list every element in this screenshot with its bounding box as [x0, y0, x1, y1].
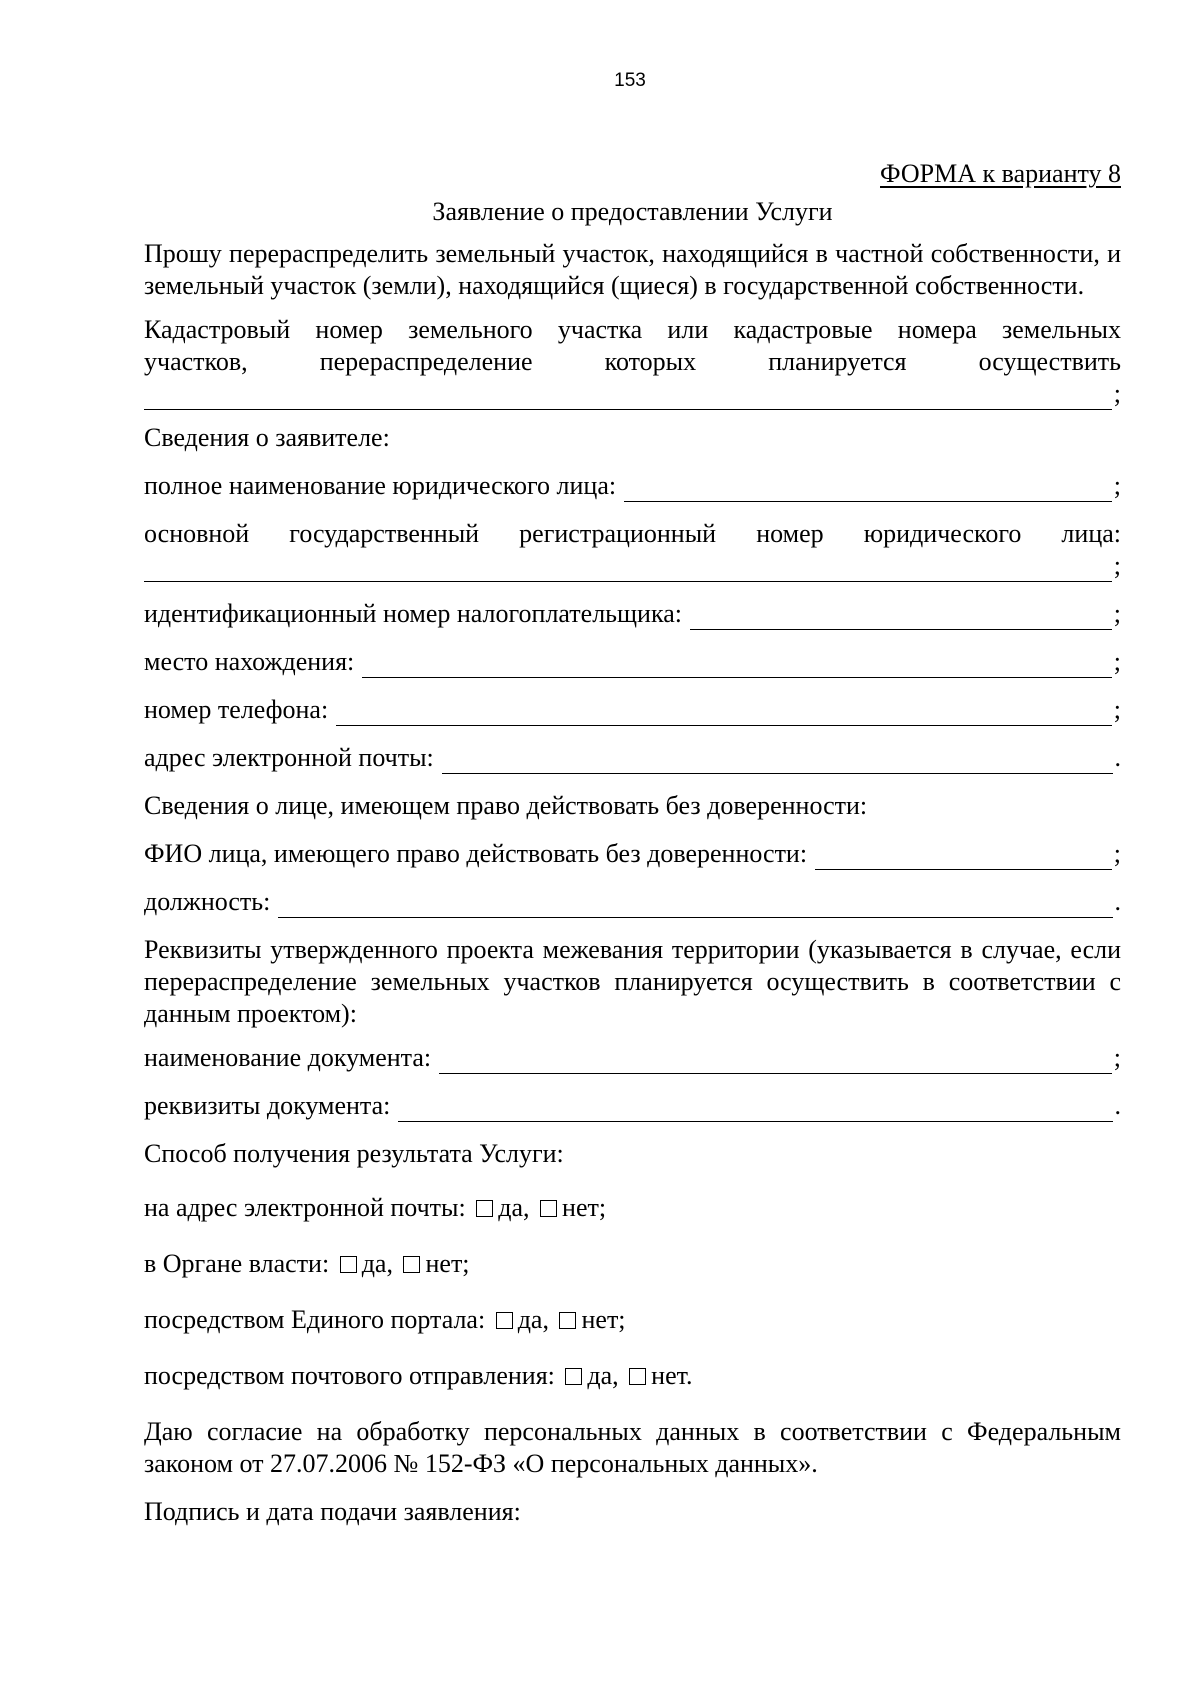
location-field[interactable] — [362, 653, 1112, 678]
legal-name-row — [144, 470, 1121, 502]
application-form — [144, 158, 1121, 1528]
cadastral-text-line-1: Кадастровый номер земельного участка или кадастровые номера земельных — [144, 315, 1121, 344]
fio-row — [144, 838, 1121, 870]
inn-row — [144, 598, 1121, 630]
applicant-heading: Сведения о заявителе: — [144, 423, 390, 452]
result-heading: Способ получения результата Услуги: — [144, 1139, 564, 1168]
field-terminator: ; — [1113, 695, 1121, 724]
no-checkbox[interactable] — [403, 1256, 420, 1273]
field-terminator: ; — [1113, 599, 1121, 628]
doc-name-label: наименование документа: — [144, 1043, 432, 1072]
form-variant-tag: ФОРМА к варианту 8 — [880, 159, 1121, 188]
phone-row — [144, 694, 1121, 726]
location-row — [144, 646, 1121, 678]
doc-details-field[interactable] — [398, 1097, 1112, 1122]
project-paragraph: Реквизиты утвержденного проекта межевания территории (указывается в случае, если перераспределение земельных участков планируется осуществить в соответствии с данным проектом): — [144, 935, 1121, 1028]
option-label: посредством Единого портала: — [144, 1305, 486, 1334]
field-terminator: . — [1114, 1091, 1121, 1120]
yes-label: да, — [498, 1193, 530, 1222]
ogrn-field[interactable] — [144, 557, 1112, 582]
yes-checkbox[interactable] — [496, 1312, 513, 1329]
cadastral-number-field[interactable] — [144, 385, 1112, 410]
doc-name-row — [144, 1042, 1121, 1074]
yes-label: да, — [361, 1249, 393, 1278]
ogrn-block — [144, 518, 1121, 582]
result-option-email — [144, 1192, 1121, 1224]
signature-label: Подпись и дата подачи заявления: — [144, 1497, 521, 1526]
fio-field[interactable] — [815, 845, 1112, 870]
no-checkbox[interactable] — [540, 1200, 557, 1217]
field-terminator: ; — [1113, 471, 1121, 500]
field-terminator: ; — [1113, 839, 1121, 868]
field-terminator: . — [1114, 743, 1121, 772]
phone-label: номер телефона: — [144, 695, 329, 724]
yes-label: да, — [517, 1305, 549, 1334]
yes-checkbox[interactable] — [340, 1256, 357, 1273]
no-checkbox[interactable] — [629, 1368, 646, 1385]
cadastral-text-line-2: участков, перераспределение которых планируется осуществить — [144, 347, 1121, 376]
no-label: нет; — [562, 1193, 607, 1222]
yes-label: да, — [587, 1361, 619, 1390]
yes-checkbox[interactable] — [565, 1368, 582, 1385]
document-title: Заявление о предоставлении Услуги — [432, 197, 833, 226]
fio-label: ФИО лица, имеющего право действовать без доверенности: — [144, 839, 808, 868]
field-terminator: ; — [1113, 1043, 1121, 1072]
field-terminator: ; — [1113, 551, 1121, 580]
doc-name-field[interactable] — [439, 1049, 1112, 1074]
result-option-authority — [144, 1248, 1121, 1280]
doc-details-row — [144, 1090, 1121, 1122]
position-label: должность: — [144, 887, 271, 916]
doc-details-label: реквизиты документа: — [144, 1091, 391, 1120]
field-terminator: ; — [1113, 647, 1121, 676]
representative-heading: Сведения о лице, имеющем право действовать без доверенности: — [144, 791, 868, 820]
option-label: на адрес электронной почты: — [144, 1193, 466, 1222]
no-label: нет; — [581, 1305, 626, 1334]
no-checkbox[interactable] — [559, 1312, 576, 1329]
result-option-mail — [144, 1360, 1121, 1392]
yes-checkbox[interactable] — [476, 1200, 493, 1217]
inn-label: идентификационный номер налогоплательщика: — [144, 599, 682, 628]
inn-field[interactable] — [690, 605, 1112, 630]
email-field[interactable] — [442, 749, 1113, 774]
option-label: посредством почтового отправления: — [144, 1361, 555, 1390]
page-number: 153 — [614, 70, 646, 91]
no-label: нет; — [425, 1249, 470, 1278]
intro-paragraph: Прошу перераспределить земельный участок, находящийся в частной собственности, и земельный участок (земли), находящийся (щиеся) в государственной собственности. — [144, 239, 1121, 300]
legal-name-field[interactable] — [624, 477, 1112, 502]
ogrn-label: основной государственный регистрационный номер юридического лица: — [144, 519, 1121, 548]
no-label: нет. — [651, 1361, 693, 1390]
legal-name-label: полное наименование юридического лица: — [144, 471, 617, 500]
position-field[interactable] — [278, 893, 1112, 918]
field-terminator: . — [1114, 887, 1121, 916]
result-option-portal — [144, 1304, 1121, 1336]
phone-field[interactable] — [336, 701, 1112, 726]
cadastral-block — [144, 314, 1121, 410]
field-terminator: ; — [1113, 379, 1121, 408]
email-row — [144, 742, 1121, 774]
location-label: место нахождения: — [144, 647, 355, 676]
position-row — [144, 886, 1121, 918]
option-label: в Органе власти: — [144, 1249, 330, 1278]
consent-paragraph: Даю согласие на обработку персональных данных в соответствии с Федеральным законом от 27.07.2006 № 152-ФЗ «О персональных данных». — [144, 1417, 1121, 1478]
email-label: адрес электронной почты: — [144, 743, 434, 772]
